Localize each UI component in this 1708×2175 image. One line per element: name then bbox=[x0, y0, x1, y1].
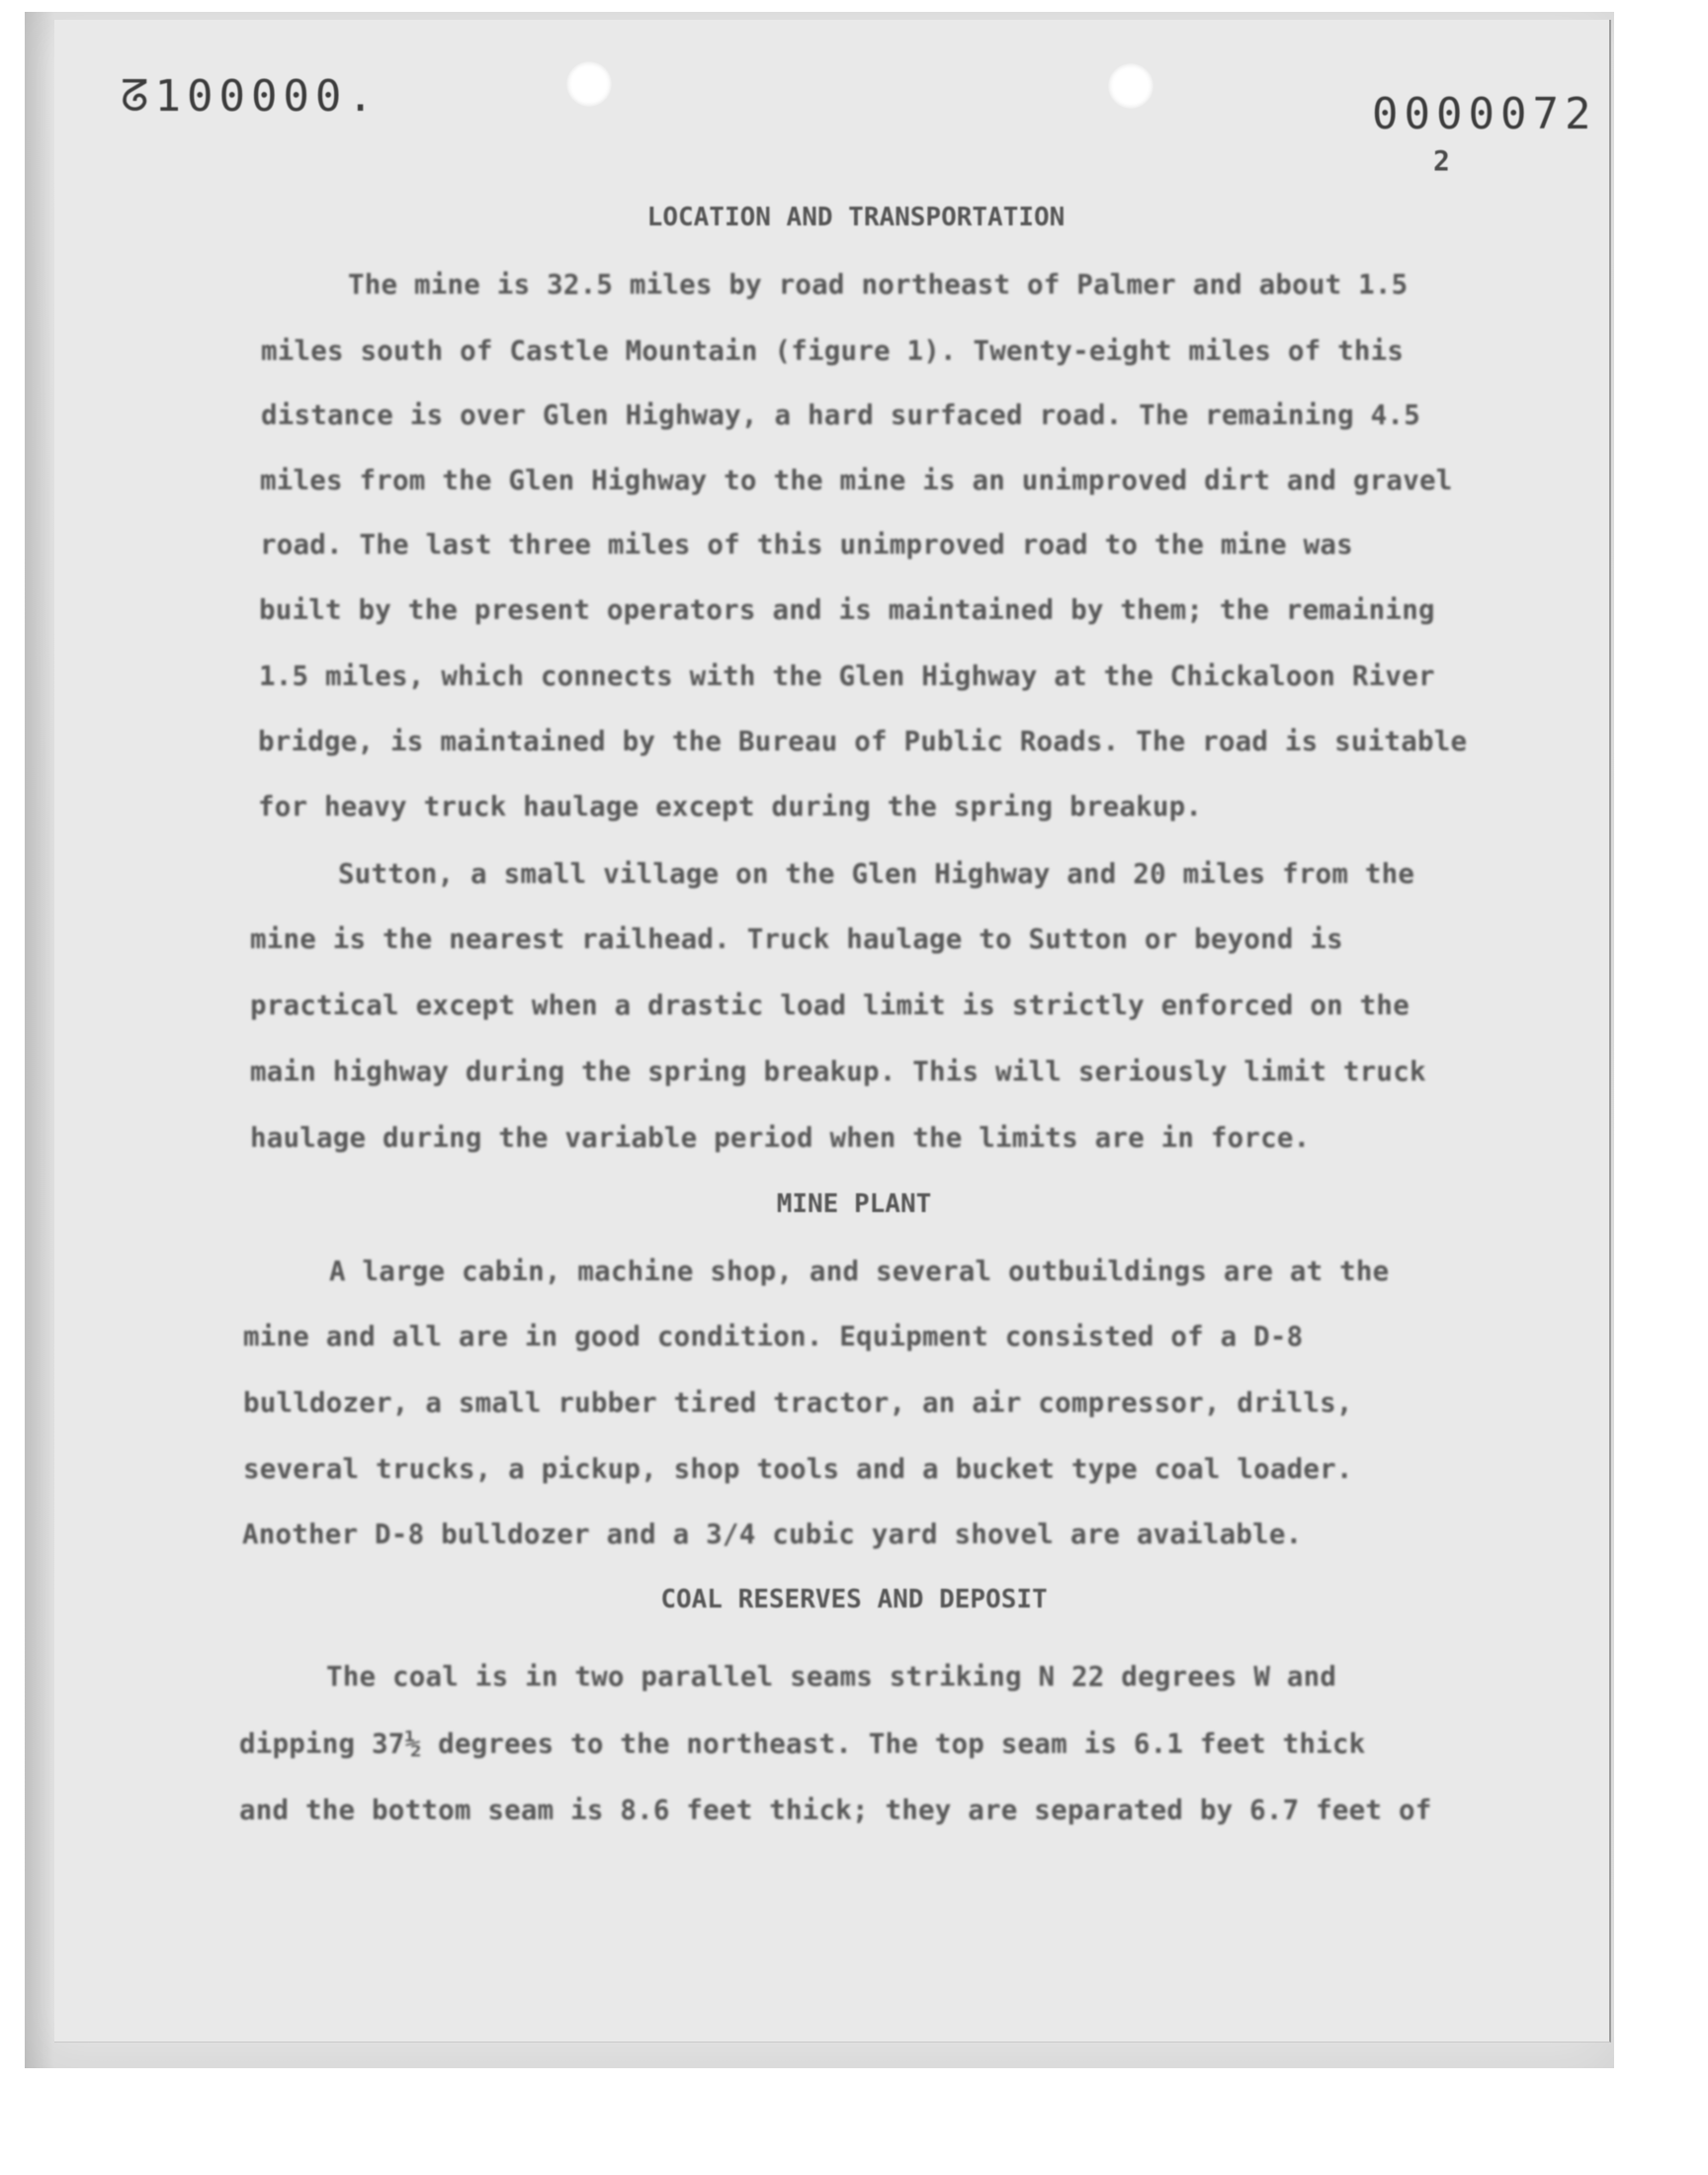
paragraph-line: Another D-8 bulldozer and a 3/4 cubic yard shovel are available. bbox=[242, 1519, 1303, 1550]
bates-stamp-mirrored: ᘔ100000. bbox=[121, 71, 380, 122]
paragraph-line: Sutton, a small village on the Glen Highway and 20 miles from the bbox=[338, 858, 1415, 890]
paragraph-line: and the bottom seam is 8.6 feet thick; they are separated by 6.7 feet of bbox=[239, 1794, 1432, 1826]
section-heading-location: LOCATION AND TRANSPORTATION bbox=[646, 203, 1066, 232]
paragraph-line: road. The last three miles of this unimproved road to the mine was bbox=[260, 529, 1353, 561]
paragraph-line: practical except when a drastic load limit is strictly enforced on the bbox=[250, 990, 1409, 1021]
paragraph-line: The mine is 32.5 miles by road northeast of Palmer and about 1.5 bbox=[348, 269, 1409, 301]
paragraph-line: mine is the nearest railhead. Truck haulage to Sutton or beyond is bbox=[250, 923, 1343, 955]
paragraph-line: for heavy truck haulage except during the spring breakup. bbox=[258, 791, 1203, 823]
paragraph-line: built by the present operators and is maintained by them; the remaining bbox=[259, 594, 1435, 626]
paragraph-line: 1.5 miles, which connects with the Glen Highway at the Chickaloon River bbox=[259, 660, 1435, 692]
paragraph-line: distance is over Glen Highway, a hard surfaced road. The remaining 4.5 bbox=[261, 399, 1420, 431]
paragraph-line: mine and all are in good condition. Equipment consisted of a D-8 bbox=[243, 1321, 1304, 1352]
paragraph-line: miles from the Glen Highway to the mine is an unimproved dirt and gravel bbox=[260, 465, 1453, 496]
paragraph-line: A large cabin, machine shop, and several outbuildings are at the bbox=[329, 1256, 1390, 1287]
section-heading-coal-reserves: COAL RESERVES AND DEPOSIT bbox=[660, 1585, 1048, 1614]
section-heading-mine-plant: MINE PLANT bbox=[776, 1189, 932, 1219]
page-number: 2 bbox=[1433, 144, 1450, 177]
paragraph-line: haulage during the variable period when the limits are in force. bbox=[250, 1122, 1311, 1154]
paragraph-line: miles south of Castle Mountain (figure 1). Twenty-eight miles of this bbox=[261, 335, 1405, 367]
paragraph-line: The coal is in two parallel seams striking N 22 degrees W and bbox=[326, 1661, 1337, 1693]
punch-hole-right bbox=[1108, 63, 1153, 109]
paragraph-line: main highway during the spring breakup. This will seriously limit truck bbox=[250, 1056, 1426, 1088]
paragraph-line: bridge, is maintained by the Bureau of Public Roads. The road is suitable bbox=[258, 726, 1468, 757]
paragraph-line: bulldozer, a small rubber tired tractor, an air compressor, drills, bbox=[243, 1387, 1353, 1419]
punch-hole-left bbox=[566, 61, 612, 107]
paragraph-line: dipping 37½ degrees to the northeast. The top seam is 6.1 feet thick bbox=[239, 1728, 1366, 1760]
paragraph-line: several trucks, a pickup, shop tools and a bucket type coal loader. bbox=[243, 1453, 1353, 1485]
bates-stamp: 0000072 bbox=[1372, 89, 1597, 139]
